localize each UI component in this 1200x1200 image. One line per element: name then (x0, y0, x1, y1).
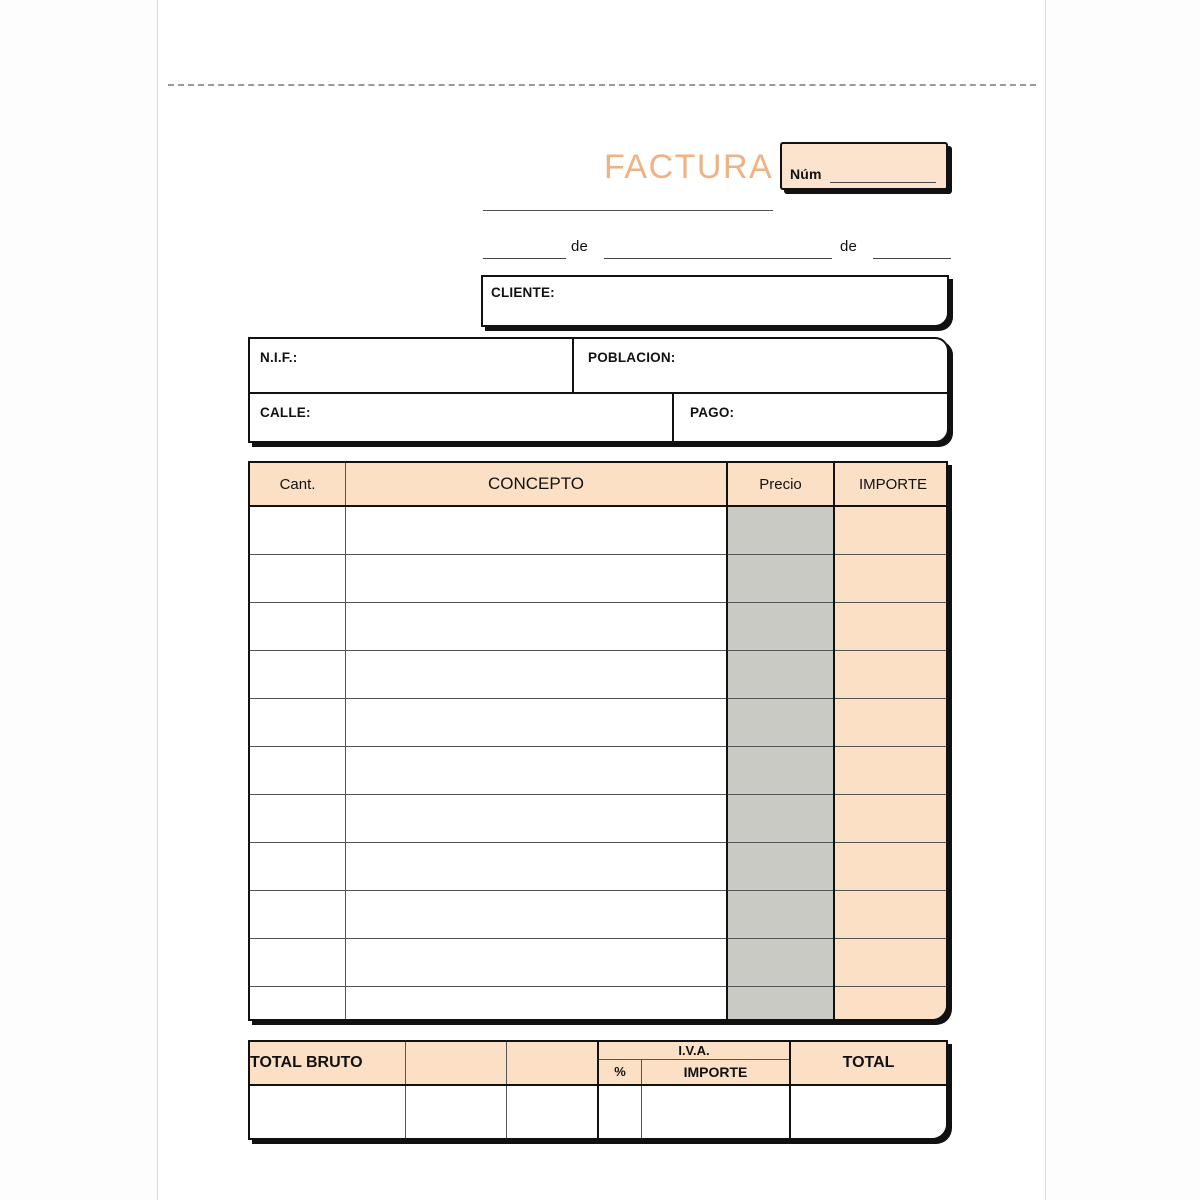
items-table (250, 463, 948, 1021)
table-row[interactable] (250, 843, 948, 891)
cell-cantidad[interactable] (250, 747, 346, 795)
table-row[interactable] (250, 891, 948, 939)
totals-table-container[interactable] (248, 1040, 948, 1140)
iva-importe-value[interactable] (642, 1086, 789, 1138)
table-row[interactable] (250, 747, 948, 795)
column-header-cantidad: Cant. (250, 463, 346, 506)
invoice-number-write-line (830, 182, 936, 183)
items-table-container[interactable] (248, 461, 948, 1021)
total-bruto-label: TOTAL BRUTO (250, 1042, 406, 1085)
cliente-label: CLIENTE: (491, 285, 555, 300)
nif-label: N.I.F.: (260, 350, 298, 365)
total-bruto-value-cell-3[interactable] (507, 1085, 599, 1138)
cell-importe[interactable] (834, 891, 948, 939)
cell-importe[interactable] (834, 795, 948, 843)
items-table-header-row (250, 463, 948, 506)
column-header-importe: IMPORTE (834, 463, 948, 506)
iva-percent-label: % (599, 1060, 642, 1084)
cell-precio[interactable] (727, 843, 834, 891)
cell-precio[interactable] (727, 747, 834, 795)
cell-importe[interactable] (834, 506, 948, 555)
cell-cantidad[interactable] (250, 506, 346, 555)
date-de-label-1: de (571, 238, 589, 255)
total-bruto-header-spacer-2 (507, 1042, 599, 1085)
column-header-concepto: CONCEPTO (346, 463, 728, 506)
table-row[interactable] (250, 555, 948, 603)
cell-importe[interactable] (834, 699, 948, 747)
cell-concepto[interactable] (346, 987, 728, 1022)
cell-importe[interactable] (834, 987, 948, 1022)
cell-cantidad[interactable] (250, 843, 346, 891)
cell-cantidad[interactable] (250, 699, 346, 747)
perforation-dashed-line (168, 84, 1036, 86)
total-value[interactable] (790, 1085, 946, 1138)
cell-concepto[interactable] (346, 747, 728, 795)
cell-concepto[interactable] (346, 891, 728, 939)
cell-precio[interactable] (727, 939, 834, 987)
cell-concepto[interactable] (346, 555, 728, 603)
cell-concepto[interactable] (346, 651, 728, 699)
cell-importe[interactable] (834, 555, 948, 603)
table-row[interactable] (250, 939, 948, 987)
column-header-precio: Precio (727, 463, 834, 506)
date-year-line[interactable] (873, 258, 951, 259)
cell-cantidad[interactable] (250, 939, 346, 987)
cell-importe[interactable] (834, 939, 948, 987)
iva-importe-label: IMPORTE (683, 1064, 748, 1080)
iva-header-group (598, 1042, 790, 1085)
table-row[interactable] (250, 506, 948, 555)
iva-label: I.V.A. (599, 1043, 789, 1060)
cell-precio[interactable] (727, 795, 834, 843)
totals-table (250, 1042, 946, 1138)
title-underline-rule (483, 210, 773, 211)
cell-cantidad[interactable] (250, 891, 346, 939)
cell-importe[interactable] (834, 651, 948, 699)
cell-concepto[interactable] (346, 843, 728, 891)
cell-importe[interactable] (834, 603, 948, 651)
cliente-field-box[interactable] (481, 275, 949, 327)
table-row[interactable] (250, 795, 948, 843)
page-title: FACTURA (604, 148, 774, 186)
table-row[interactable] (250, 699, 948, 747)
date-day-line[interactable] (483, 258, 566, 259)
table-row[interactable] (250, 603, 948, 651)
cell-precio[interactable] (727, 555, 834, 603)
cell-concepto[interactable] (346, 795, 728, 843)
client-info-horizontal-divider (250, 392, 947, 394)
cell-precio[interactable] (727, 699, 834, 747)
cell-concepto[interactable] (346, 939, 728, 987)
cell-precio[interactable] (727, 603, 834, 651)
iva-values-group[interactable] (598, 1085, 790, 1138)
cell-concepto[interactable] (346, 506, 728, 555)
cell-concepto[interactable] (346, 699, 728, 747)
cell-importe[interactable] (834, 747, 948, 795)
table-row[interactable] (250, 651, 948, 699)
client-info-vertical-divider-top (572, 339, 574, 392)
cell-importe[interactable] (834, 843, 948, 891)
table-row[interactable] (250, 987, 948, 1022)
total-bruto-header-spacer-1 (406, 1042, 507, 1085)
cell-cantidad[interactable] (250, 651, 346, 699)
poblacion-label: POBLACION: (588, 350, 676, 365)
calle-label: CALLE: (260, 405, 311, 420)
invoice-number-label: Núm (790, 166, 822, 182)
cell-cantidad[interactable] (250, 555, 346, 603)
total-label: TOTAL (790, 1042, 946, 1085)
date-de-label-2: de (840, 238, 858, 255)
totals-header-row (250, 1042, 946, 1085)
totals-value-row[interactable] (250, 1085, 946, 1138)
items-table-body (250, 506, 948, 1021)
cell-precio[interactable] (727, 506, 834, 555)
cell-cantidad[interactable] (250, 603, 346, 651)
client-info-vertical-divider-bottom (672, 392, 674, 441)
cell-precio[interactable] (727, 987, 834, 1022)
total-bruto-value[interactable] (250, 1085, 406, 1138)
cell-precio[interactable] (727, 651, 834, 699)
cell-precio[interactable] (727, 891, 834, 939)
date-month-line[interactable] (604, 258, 832, 259)
cell-cantidad[interactable] (250, 987, 346, 1022)
cell-concepto[interactable] (346, 603, 728, 651)
total-bruto-value-cell-2[interactable] (406, 1085, 507, 1138)
iva-percent-value[interactable] (599, 1086, 642, 1138)
cell-cantidad[interactable] (250, 795, 346, 843)
pago-label: PAGO: (690, 405, 735, 420)
